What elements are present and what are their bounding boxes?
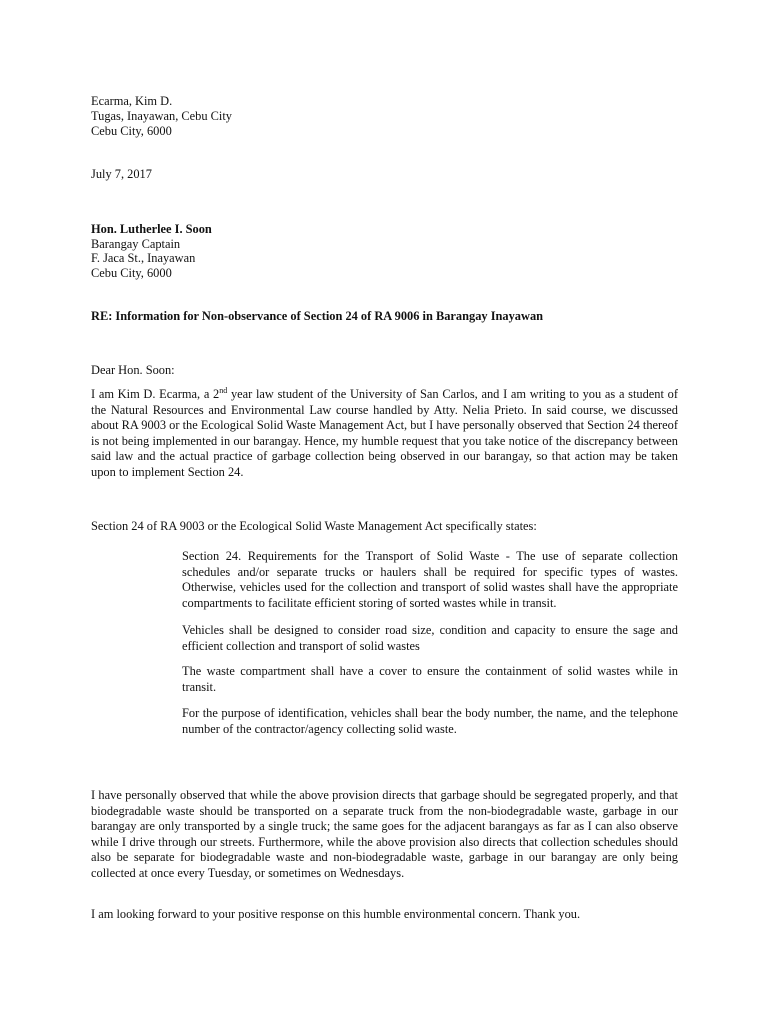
sender-address-line-2: Cebu City, 6000 bbox=[91, 124, 172, 138]
quote-paragraph-2: Vehicles shall be designed to consider road size, condition and capacity to ensure the sage and efficient collection and transport of solid wastes bbox=[182, 623, 678, 653]
section-intro: Section 24 of RA 9003 or the Ecological Solid Waste Management Act specifically states: bbox=[91, 519, 537, 533]
salutation: Dear Hon. Soon: bbox=[91, 363, 175, 377]
intro-text-start: I am Kim D. Ecarma, a 2 bbox=[91, 387, 220, 401]
subject-line: RE: Information for Non-observance of Section 24 of RA 9006 in Barangay Inayawan bbox=[91, 309, 544, 323]
closing-line: I am looking forward to your positive response on this humble environmental concern. Thank you. bbox=[91, 907, 581, 921]
recipient-address-line-1: F. Jaca St., Inayawan bbox=[91, 251, 196, 265]
observation-paragraph: I have personally observed that while the above provision directs that garbage should be segregated properly, and that biodegradable waste should be transported on a separate truck from the non-biodegradable waste, garbage in our barangay are only transported by a single truck; the same goes for the adjacent barangays as far as I can also observe while I drive through our streets. Furthermore, while the above provision also directs that collection schedules should also be separate for biodegradable waste and non-biodegradable waste, garbage in our barangay are only being collected at once every Tuesday, or sometimes on Wednesdays. bbox=[91, 788, 678, 880]
intro-text-rest: year law student of the University of San Carlos, and I am writing to you as a student of the Natural Resources and Environmental Law course handled by Atty. Nelia Prieto. In said course, we discussed about RA 9003 or the Ecological Solid Waste Management Act, but I have personally observed that Section 24 thereof is not being implemented in our barangay. Hence, my humble request that you take notice of the discrepancy between said law and the actual practice of garbage collection being observed in our barangay, so that action may be taken upon to implement Section 24. bbox=[91, 387, 678, 479]
quote-paragraph-4: For the purpose of identification, vehicles shall bear the body number, the name, and the telephone number of the contractor/agency collecting solid waste. bbox=[182, 706, 678, 736]
sender-name: Ecarma, Kim D. bbox=[91, 94, 173, 108]
quote-paragraph-1: Section 24. Requirements for the Transport of Solid Waste - The use of separate collection schedules and/or separate trucks or haulers shall be required for specific types of wastes. Otherwise, vehicles used for the collection and transport of solid wastes shall have the appropriate compartments to facilitate efficient storing of sorted wastes while in transit. bbox=[182, 549, 678, 610]
recipient-title: Barangay Captain bbox=[91, 237, 181, 251]
intro-ordinal-suffix: nd bbox=[219, 385, 228, 395]
quote-paragraph-3: The waste compartment shall have a cover to ensure the containment of solid wastes while in transit. bbox=[182, 664, 678, 694]
sender-address-line-1: Tugas, Inayawan, Cebu City bbox=[91, 109, 232, 123]
recipient-address-line-2: Cebu City, 6000 bbox=[91, 266, 172, 280]
intro-paragraph bbox=[91, 387, 678, 480]
letter-date: July 7, 2017 bbox=[91, 167, 152, 181]
recipient-name: Hon. Lutherlee I. Soon bbox=[91, 222, 212, 236]
